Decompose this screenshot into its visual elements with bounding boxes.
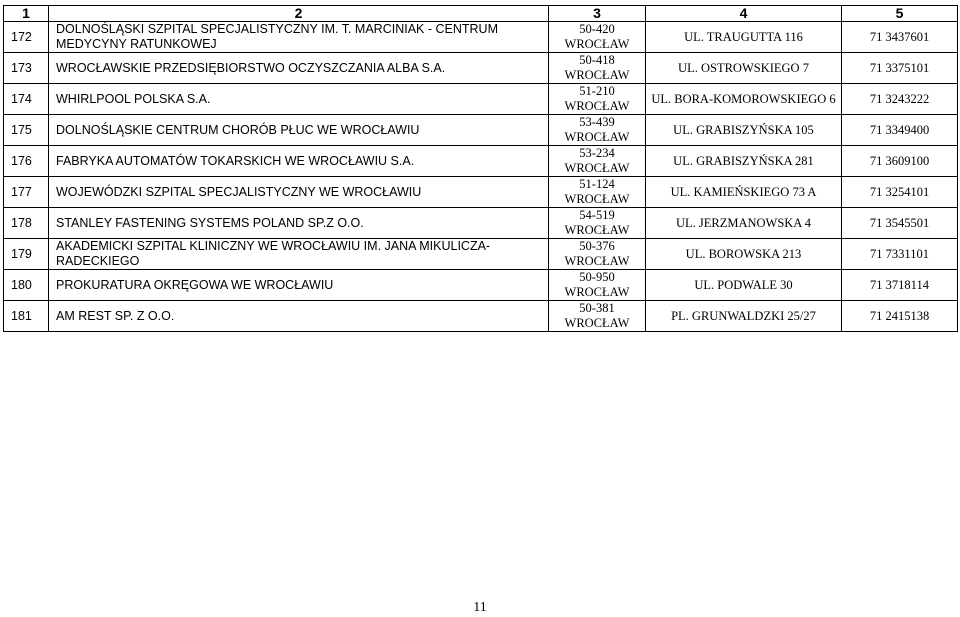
institution-name <box>49 115 549 146</box>
city: WROCŁAW <box>564 130 630 144</box>
postal-city <box>549 53 646 84</box>
row-number: 181 <box>4 301 49 332</box>
institution-name <box>49 177 549 208</box>
city: WROCŁAW <box>564 223 630 237</box>
institution-name <box>49 22 549 53</box>
table-row <box>4 22 958 53</box>
phone-number: 71 3243222 <box>842 84 958 115</box>
postal-code: 50-420 <box>579 22 615 36</box>
street-address: UL. OSTROWSKIEGO 7 <box>646 53 842 84</box>
header-col-2: 2 <box>49 6 549 22</box>
city: WROCŁAW <box>564 99 630 113</box>
postal-city <box>549 115 646 146</box>
table-row <box>4 115 958 146</box>
institution-name-line1: DOLNOŚLĄSKI SZPITAL SPECJALISTYCZNY IM. T. MARCINIAK - CENTRUM <box>56 22 498 36</box>
postal-code: 50-381 <box>579 301 615 315</box>
institution-name <box>49 146 549 177</box>
institution-name-line2: RADECKIEGO <box>56 254 140 268</box>
postal-code: 50-418 <box>579 53 615 67</box>
city: WROCŁAW <box>564 316 630 330</box>
postal-city <box>549 208 646 239</box>
row-number: 180 <box>4 270 49 301</box>
phone-number: 71 3609100 <box>842 146 958 177</box>
street-address: UL. KAMIEŃSKIEGO 73 A <box>646 177 842 208</box>
institution-name-line1: WROCŁAWSKIE PRZEDSIĘBIORSTWO OCZYSZCZANIA ALBA S.A. <box>56 60 446 75</box>
table-row <box>4 146 958 177</box>
postal-code: 53-439 <box>579 115 615 129</box>
row-number: 176 <box>4 146 49 177</box>
table-row <box>4 53 958 84</box>
city: WROCŁAW <box>564 254 630 268</box>
postal-code: 50-376 <box>579 239 615 253</box>
header-col-4: 4 <box>646 6 842 22</box>
header-row <box>4 6 958 22</box>
street-address: UL. PODWALE 30 <box>646 270 842 301</box>
row-number: 174 <box>4 84 49 115</box>
street-address: UL. TRAUGUTTA 116 <box>646 22 842 53</box>
page-number: 11 <box>473 600 487 615</box>
phone-number: 71 3718114 <box>842 270 958 301</box>
postal-code: 53-234 <box>579 146 615 160</box>
city: WROCŁAW <box>564 285 630 299</box>
street-address: UL. BORA-KOMOROWSKIEGO 6 <box>646 84 842 115</box>
street-address: UL. JERZMANOWSKA 4 <box>646 208 842 239</box>
row-number: 172 <box>4 22 49 53</box>
institution-name-line1: WHIRLPOOL POLSKA S.A. <box>56 91 211 106</box>
institution-name <box>49 239 549 270</box>
table-body <box>4 22 958 332</box>
institution-name-line2: MEDYCYNY RATUNKOWEJ <box>56 37 217 51</box>
phone-number: 71 2415138 <box>842 301 958 332</box>
postal-city <box>549 146 646 177</box>
institution-name-line1: STANLEY FASTENING SYSTEMS POLAND SP.Z O.O. <box>56 215 364 230</box>
postal-code: 51-124 <box>579 177 615 191</box>
institution-name-line1: WOJEWÓDZKI SZPITAL SPECJALISTYCZNY WE WROCŁAWIU <box>56 184 422 199</box>
postal-code: 51-210 <box>579 84 615 98</box>
phone-number: 71 3254101 <box>842 177 958 208</box>
table-row <box>4 177 958 208</box>
city: WROCŁAW <box>564 68 630 82</box>
postal-city <box>549 301 646 332</box>
street-address: UL. GRABISZYŃSKA 105 <box>646 115 842 146</box>
institution-name-line1: PROKURATURA OKRĘGOWA WE WROCŁAWIU <box>56 277 334 292</box>
header-col-5: 5 <box>842 6 958 22</box>
row-number: 179 <box>4 239 49 270</box>
street-address: UL. BOROWSKA 213 <box>646 239 842 270</box>
phone-number: 71 3349400 <box>842 115 958 146</box>
row-number: 175 <box>4 115 49 146</box>
city: WROCŁAW <box>564 37 630 51</box>
table-row <box>4 208 958 239</box>
row-number: 177 <box>4 177 49 208</box>
phone-number: 71 3375101 <box>842 53 958 84</box>
postal-city <box>549 239 646 270</box>
table-row <box>4 239 958 270</box>
phone-number: 71 7331101 <box>842 239 958 270</box>
table-row <box>4 301 958 332</box>
institution-name-line1: AM REST SP. Z O.O. <box>56 308 175 323</box>
institution-name <box>49 84 549 115</box>
row-number: 178 <box>4 208 49 239</box>
institution-name-line1: DOLNOŚLĄSKIE CENTRUM CHORÓB PŁUC WE WROCŁAWIU <box>56 122 420 137</box>
postal-city <box>549 22 646 53</box>
institution-name <box>49 208 549 239</box>
postal-code: 50-950 <box>579 270 615 284</box>
institution-name-line1: AKADEMICKI SZPITAL KLINICZNY WE WROCŁAWIU IM. JANA MIKULICZA- <box>56 239 491 253</box>
postal-city <box>549 177 646 208</box>
street-address: UL. GRABISZYŃSKA 281 <box>646 146 842 177</box>
institution-name <box>49 301 549 332</box>
phone-number: 71 3545501 <box>842 208 958 239</box>
company-table <box>3 5 958 332</box>
city: WROCŁAW <box>564 161 630 175</box>
institution-name <box>49 53 549 84</box>
postal-code: 54-519 <box>579 208 615 222</box>
institution-name-line1: FABRYKA AUTOMATÓW TOKARSKICH WE WROCŁAWIU S.A. <box>56 153 415 168</box>
street-address: PL. GRUNWALDZKI 25/27 <box>646 301 842 332</box>
header-col-1: 1 <box>4 6 49 22</box>
row-number: 173 <box>4 53 49 84</box>
postal-city <box>549 84 646 115</box>
phone-number: 71 3437601 <box>842 22 958 53</box>
city: WROCŁAW <box>564 192 630 206</box>
table-row <box>4 270 958 301</box>
table-row <box>4 84 958 115</box>
header-col-3: 3 <box>549 6 646 22</box>
institution-name <box>49 270 549 301</box>
postal-city <box>549 270 646 301</box>
